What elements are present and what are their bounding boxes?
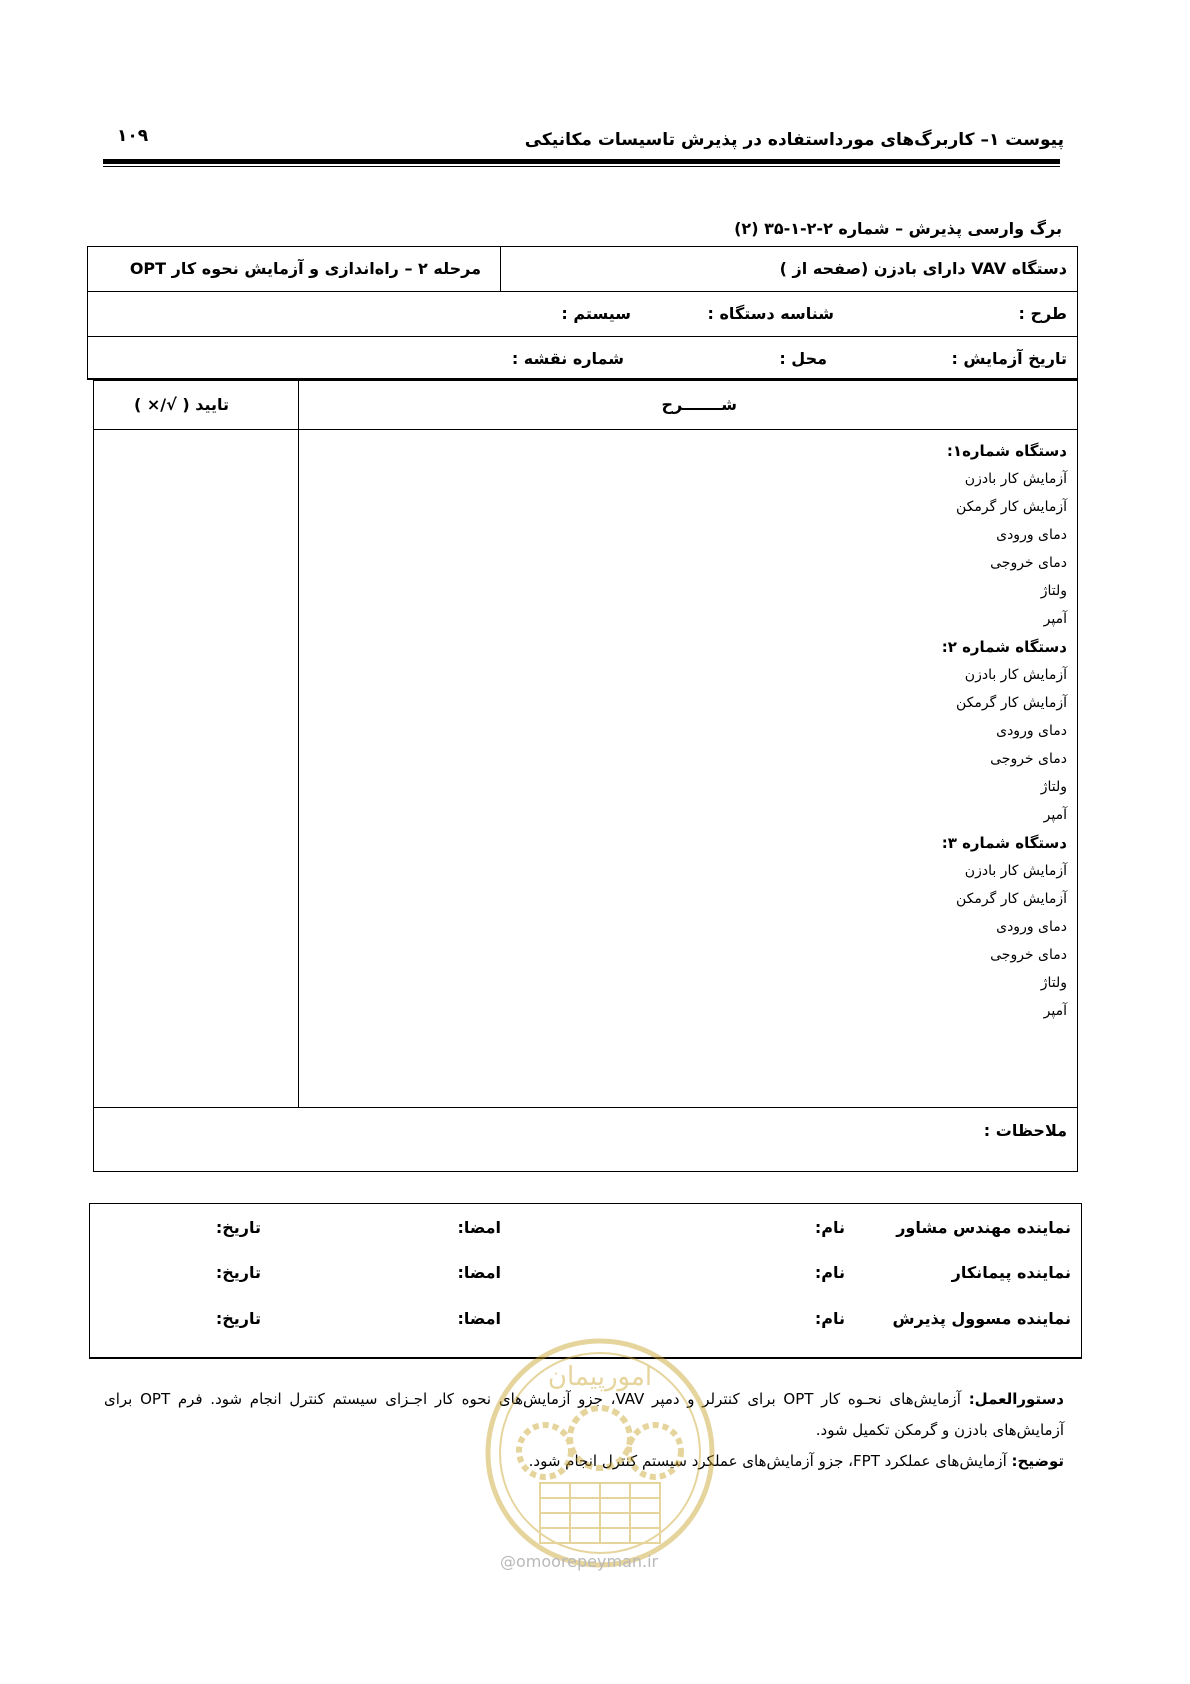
system-label: سیستم : xyxy=(561,304,631,323)
checklist-item: آزمایش کار بادزن xyxy=(964,863,1067,879)
divider xyxy=(94,1107,1077,1108)
watermark-logo xyxy=(480,1333,720,1573)
checklist-items xyxy=(942,437,1067,1025)
location-label: محل : xyxy=(779,349,827,368)
signature-row xyxy=(90,1263,1081,1293)
watermark-url: @omoorepeyman.ir xyxy=(500,1552,659,1571)
checklist-item: آزمایش کار گرمکن xyxy=(955,891,1067,907)
checklist-item: دمای خروجی xyxy=(990,751,1067,767)
watermark-logo-text: امورپیمان xyxy=(547,1362,653,1392)
checklist-item: آزمایش کار بادزن xyxy=(964,471,1067,487)
page-header-title: پیوست ۱– کاربرگ‌های مورداستفاده در پذیرش تاسیسات مکانیکی xyxy=(524,130,1064,150)
checklist-item: ولتاژ xyxy=(1040,975,1067,991)
sign-label: امضا: xyxy=(457,1263,501,1282)
checklist-item: دمای ورودی xyxy=(996,527,1067,543)
sign-label: امضا: xyxy=(457,1309,501,1328)
checklist-item: آزمایش کار گرمکن xyxy=(955,695,1067,711)
checklist-item: آمپر xyxy=(1043,1003,1067,1019)
name-label: نام: xyxy=(814,1309,845,1328)
form-info-box xyxy=(87,246,1078,380)
signature-role: نماینده مسوول پذیرش xyxy=(892,1309,1071,1328)
form-title: برگ وارسی پذیرش – شماره ۲-۲-۱-۳۵ (۲) xyxy=(734,219,1062,238)
signature-row xyxy=(90,1218,1081,1248)
checklist-item: آزمایش کار بادزن xyxy=(964,667,1067,683)
description-header: شـــــــرح xyxy=(661,395,737,414)
divider xyxy=(298,381,299,1107)
divider xyxy=(94,429,1077,430)
checklist-item: ولتاژ xyxy=(1040,583,1067,599)
project-label: طرح : xyxy=(1018,304,1067,323)
explanation-text: آزمایش‌های عملکرد FPT، جزو آزمایش‌های عملکرد سیستم کنترل انجام شود. xyxy=(528,1452,1012,1470)
explanation-label: توضیح: xyxy=(1011,1452,1064,1470)
instruction-text: آزمایش‌های نحـوه کار OPT برای کنترلر و دمپر VAV، جزو آزمایش‌های نحوه کار اجـزای سیستم کنترل انجام شود. فرم OPT برای آزمایش‌های بادزن و گرمکن تکمیل شود. xyxy=(104,1390,1064,1439)
divider xyxy=(88,336,1077,337)
page-number: ۱۰۹ xyxy=(117,126,149,146)
device-title: دستگاه VAV دارای بادزن (صفحه از ) xyxy=(779,259,1067,278)
checklist-item: آمپر xyxy=(1043,807,1067,823)
checklist-item: آمپر xyxy=(1043,611,1067,627)
header-rule-thick xyxy=(103,159,1060,164)
signature-role: نماینده پیمانکار xyxy=(951,1263,1071,1282)
device-heading: دستگاه شماره ۲: xyxy=(941,638,1067,656)
sign-label: امضا: xyxy=(457,1218,501,1237)
checklist-item: ولتاژ xyxy=(1040,779,1067,795)
signature-role: نماینده مهندس مشاور xyxy=(896,1218,1071,1237)
name-label: نام: xyxy=(814,1263,845,1282)
device-id-label: شناسه دستگاه : xyxy=(707,304,834,323)
divider xyxy=(88,291,1077,292)
header-rule-thin xyxy=(103,166,1060,167)
checklist-item: آزمایش کار گرمکن xyxy=(955,499,1067,515)
checklist-item: دمای خروجی xyxy=(990,555,1067,571)
date-label: تاریخ: xyxy=(215,1263,261,1282)
device-heading: دستگاه شماره ۳: xyxy=(941,834,1067,852)
checklist-item: دمای خروجی xyxy=(990,947,1067,963)
device-heading: دستگاه شماره۱: xyxy=(946,442,1067,460)
checklist-table xyxy=(93,380,1078,1172)
name-label: نام: xyxy=(814,1218,845,1237)
checklist-item: دمای ورودی xyxy=(996,919,1067,935)
date-label: تاریخ: xyxy=(215,1218,261,1237)
date-label: تاریخ: xyxy=(215,1309,261,1328)
remarks-label: ملاحظات : xyxy=(983,1121,1067,1140)
approve-header: تایید ( √/× ) xyxy=(133,395,229,414)
instruction-label: دستورالعمل: xyxy=(968,1390,1064,1408)
checklist-item: دمای ورودی xyxy=(996,723,1067,739)
test-date-label: تاریخ آزمایش : xyxy=(951,349,1067,368)
divider xyxy=(500,247,501,291)
stage-title: مرحله ۲ – راه‌اندازی و آزمایش نحوه کار OPT xyxy=(129,259,481,278)
drawing-number-label: شماره نقشه : xyxy=(511,349,624,368)
